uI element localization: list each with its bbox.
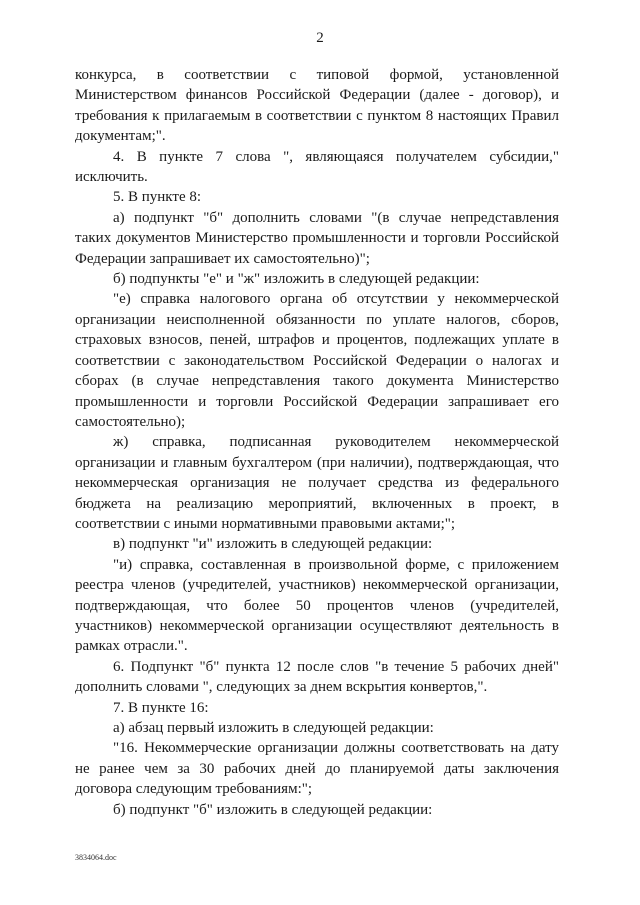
- paragraph: а) подпункт "б" дополнить словами "(в случае непредставления таких документов Министерство промышленности и торговли Российской Федерации запрашивает их самостоятельно)";: [75, 209, 559, 267]
- document-body: [75, 65, 559, 820]
- footer-document-id: 3834064.doc: [75, 853, 117, 862]
- paragraph: б) подпункты "е" и "ж" изложить в следующей редакции:: [113, 271, 480, 288]
- paragraph: 7. В пункте 16:: [113, 699, 209, 716]
- paragraph: 5. В пункте 8:: [113, 189, 202, 206]
- paragraph: ж) справка, подписанная руководителем некоммерческой организации и главным бухгалтером (при наличии), подтверждающая, что некоммерческая организация не получает средства из федерального бюджета на реализацию мероприятий, включенных в проект, в соответствии с иными нормативными правовыми актами;";: [75, 434, 559, 532]
- paragraph: 6. Подпункт "б" пункта 12 после слов "в течение 5 рабочих дней" дополнить словами ", следующих за днем вскрытия конвертов,".: [75, 658, 559, 696]
- paragraph: в) подпункт "и" изложить в следующей редакции:: [113, 536, 433, 553]
- paragraph: "и) справка, составленная в произвольной форме, с приложением реестра членов (учредителей, участников) некоммерческой организации, подтверждающая, что более 50 процентов членов (учредителей, участников) некоммерческой организации осуществляют деятельность в рамках отрасли.".: [75, 556, 559, 655]
- paragraph: 4. В пункте 7 слова ", являющаяся получателем субсидии," исключить.: [75, 148, 559, 186]
- paragraph: "16. Некоммерческие организации должны соответствовать на дату не ранее чем за 30 рабочих дней до планируемой даты заключения договора следующим требованиям:";: [75, 740, 559, 798]
- paragraph: б) подпункт "б" изложить в следующей редакции:: [113, 801, 433, 818]
- page-number: 2: [316, 30, 324, 46]
- paragraph: конкурса, в соответствии с типовой формой, установленной Министерством финансов Российской Федерации (далее - договор), и требования к прилагаемым в соответствии с пунктом 8 настоящих Правил документам;".: [75, 67, 559, 145]
- paragraph: "е) справка налогового органа об отсутствии у некоммерческой организации неисполненной обязанности по уплате налогов, сборов, страховых взносов, пеней, штрафов и процентов, подлежащих уплате в соответствии с законодательством Российской Федерации о налогах и сборах (в случае непредставления такого документа Министерство промышленности и торговли Российской Федерации запрашивает его самостоятельно);: [75, 291, 559, 430]
- paragraph: а) абзац первый изложить в следующей редакции:: [113, 720, 434, 736]
